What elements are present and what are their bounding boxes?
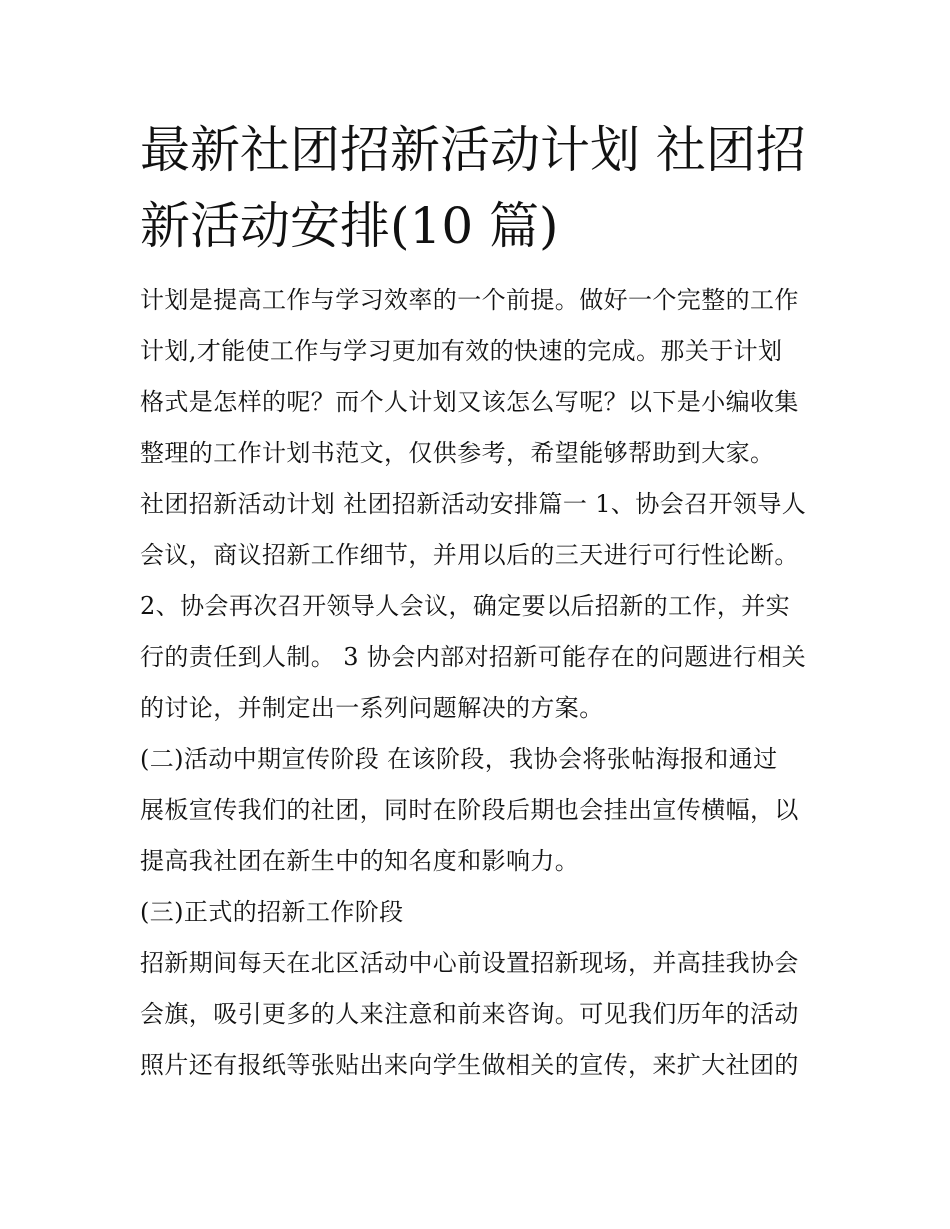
document-title-line-2: 新活动安排(10 篇) xyxy=(140,197,559,255)
body-line: 提高我社团在新生中的知名度和影响力。 xyxy=(140,847,580,875)
body-line: 展板宣传我们的社团，同时在阶段后期也会挂出宣传横幅，以 xyxy=(140,796,799,824)
body-line: 社团招新活动计划 社团招新活动安排篇一 1、协会召开领导人 xyxy=(140,490,807,518)
body-line: 会议，商议招新工作细节，并用以后的三天进行可行性论断。 xyxy=(140,541,799,569)
body-line: 格式是怎样的呢？而个人计划又该怎么写呢？以下是小编收集 xyxy=(140,388,799,416)
body-line: (二)活动中期宣传阶段 在该阶段，我协会将张帖海报和通过 xyxy=(140,745,778,773)
body-line: 招新期间每天在北区活动中心前设置招新现场，并高挂我协会 xyxy=(140,949,799,977)
body-line: 行的责任到人制。 3 协会内部对招新可能存在的问题进行相关 xyxy=(140,643,807,671)
body-line: 会旗，吸引更多的人来注意和前来咨询。可见我们历年的活动 xyxy=(140,1000,799,1028)
body-line: 计划,才能使工作与学习更加有效的快速的完成。那关于计划 xyxy=(140,337,783,365)
body-line: 计划是提高工作与学习效率的一个前提。做好一个完整的工作 xyxy=(140,286,799,314)
body-line: 照片还有报纸等张贴出来向学生做相关的宣传，来扩大社团的 xyxy=(140,1051,799,1079)
body-line: 2、协会再次召开领导人会议，确定要以后招新的工作，并实 xyxy=(140,592,791,620)
body-line: 整理的工作计划书范文，仅供参考，希望能够帮助到大家。 xyxy=(140,439,775,467)
body-line: 的讨论，并制定出一系列问题解决的方案。 xyxy=(140,694,604,722)
document-title-line-1: 最新社团招新活动计划 社团招 xyxy=(140,121,806,179)
body-line: (三)正式的招新工作阶段 xyxy=(140,898,404,926)
